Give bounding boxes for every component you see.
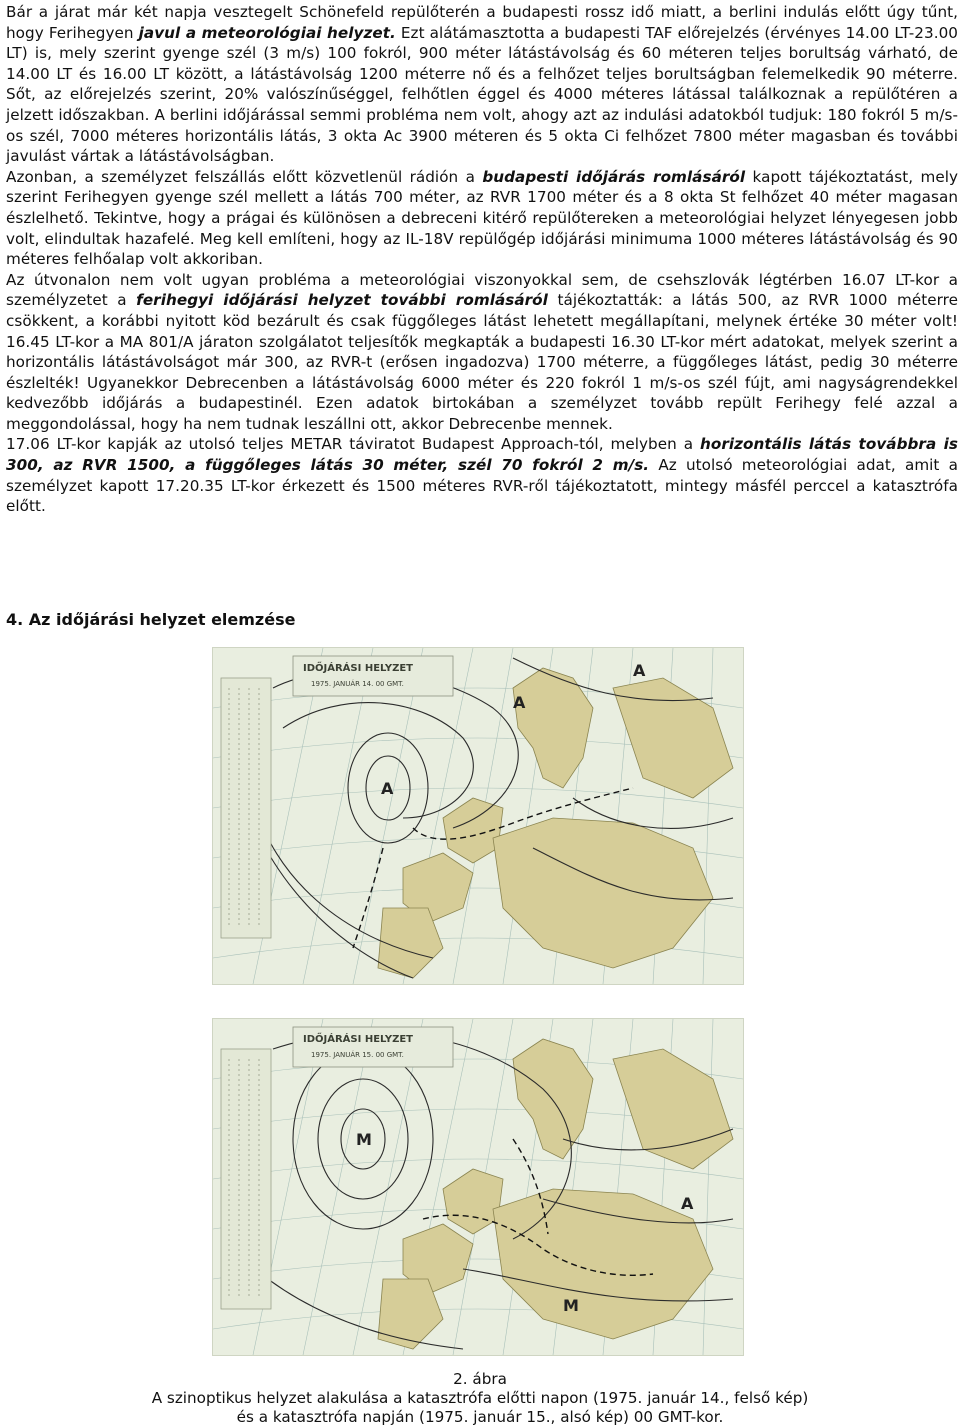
paragraph: Bár a járat már két napja vesztegelt Schönefeld repülőterén a budapesti rossz idő miatt, a berlini indulás előtt úgy tűnt, hogy Ferihegyen javul a meteorológiai helyzet. Ezt alátámasztotta a budapesti TAF előrejelzés (érvényes 14.00 LT-23.00 LT) is, mely szerint gyenge szél (3 m/s) 100 fokról, 900 méter látástávolság és 60 méteren teljes borultság várható, de 14.00 LT és 16.00 LT között, a látástávolság 1200 méterre nő és a felhőzet teljes borultságban felemelkedik 90 méterre. Sőt, az előrejelzés szerint, 20% valószínűséggel, felhőtlen éggel és 4000 méteres látással találkoznak a repülőtéren a jelzett időszakban. A berlini időjárással semmi probléma nem volt, ahogy azt az indulási adatokból tudjuk: 180 fokról 5 m/s-os szél, 7000 méteres horizontális látás, 3 okta Ac 3900 méteren és 5 okta Ci felhőzet 7800 méter magasban és további javulást vártak a látástávolságban. [6, 3, 959, 166]
map-title: IDŐJÁRÁSI HELYZET [303, 1034, 413, 1045]
land-masses [378, 668, 733, 978]
body-text [6, 2, 958, 517]
paragraph: Az útvonalon nem volt ugyan probléma a meteorológiai viszonyokkal sem, de csehszlovák légtérben 16.07 LT-kor a személyzetet a ferihegyi időjárási helyzet további romlásáról tájékoztatták: a látás 500, az RVR 1000 méterre csökkent, a korábbi nyitott köd bezárult és csak függőleges látást lehetett megállapítani, melynek értéke 30 méter volt! 16.45 LT-kor a MA 801/A járaton szolgálatot teljesítők megkapták a budapesti 16.30 LT-kor mért adatokat, melyek szerint a horizontális látástávolságot már 300, az RVR-t (erősen ingadozva) 1700 méterre, a függőleges látást, pedig 30 méterre észlelték! Ugyanekkor Debrecenben a látástávolság 6000 méter és 220 fokról 1 m/s-os szél fújt, ami nagyságrendekkel kedvezőbb időjárás a budapestinél. Ezen adatok birtokában a személyzet tovább repült Ferihegy felé azzal a meggondolással, hogy ha nem tudnak leszállni ott, akkor Debrecenbe mennek. [6, 270, 958, 433]
weather-map-jan-14 [212, 647, 744, 985]
emphasis: budapesti időjárás romlásáról [482, 167, 746, 186]
map-title-box [293, 656, 453, 696]
map-legend-panel [221, 1049, 271, 1309]
svg-text:A: A [381, 779, 394, 798]
map-title-box [293, 1027, 453, 1067]
svg-text:A: A [681, 1194, 694, 1213]
figure-number: 2. ábra [453, 1370, 507, 1388]
map-legend-panel [221, 678, 271, 938]
map-title: IDŐJÁRÁSI HELYZET [303, 663, 413, 674]
figure-caption-line-1: A szinoptikus helyzet alakulása a katasztrófa előtti napon (1975. január 14., felső kép) [151, 1389, 809, 1407]
map-date: 1975. JANUÁR 15. 00 GMT. [311, 1051, 404, 1059]
svg-text:A: A [633, 661, 646, 680]
figure-caption-line-2: és a katasztrófa napján (1975. január 15., alsó kép) 00 GMT-kor. [236, 1408, 724, 1426]
svg-text:A: A [513, 693, 526, 712]
emphasis: ferihegyi időjárási helyzet további romlásáról [136, 291, 548, 310]
land-masses [378, 1039, 733, 1349]
svg-text:M: M [356, 1130, 372, 1149]
emphasis: javul a meteorológiai helyzet. [138, 23, 396, 42]
synoptic-chart [213, 648, 743, 984]
emphasis: horizontális látás továbbra is 300, az RVR 1500, a függőleges látás 30 méter, szél 70 fokról 2 m/s. [6, 435, 958, 475]
weather-map-jan-15 [212, 1018, 744, 1356]
map-date: 1975. JANUÁR 14. 00 GMT. [311, 680, 404, 688]
paragraph: 17.06 LT-kor kapják az utolsó teljes METAR táviratot Budapest Approach-tól, melyben a horizontális látás továbbra is 300, az RVR 1500, a függőleges látás 30 méter, szél 70 fokról 2 m/s. Az utolsó meteorológiai adat, amit a személyzet kapott 17.20.35 LT-kor érkezett és 1500 méteres RVR-ről tájékoztatott, mintegy másfél perccel a katasztrófa előtt. [6, 435, 958, 516]
section-heading: 4. Az időjárási helyzet elemzése [6, 610, 296, 629]
svg-text:M: M [563, 1296, 579, 1315]
synoptic-chart [213, 1019, 743, 1355]
paragraph: Azonban, a személyzet felszállás előtt közvetlenül rádión a budapesti időjárás romlásáról kapott tájékoztatást, mely szerint Ferihegyen gyenge szél mellett a látás 700 méter, az RVR 1700 méter és a 8 okta St felhőzet 40 méter magasan észlelhető. Tekintve, hogy a prágai és különösen a debreceni kitérő repülőtereken a meteorológiai helyzet lényegesen jobb volt, elindultak hazafelé. Meg kell említeni, hogy az IL-18V repülőgép időjárási minimuma 1000 méteres látástávolság és 90 méteres felhőalap volt akkoriban. [6, 167, 959, 269]
